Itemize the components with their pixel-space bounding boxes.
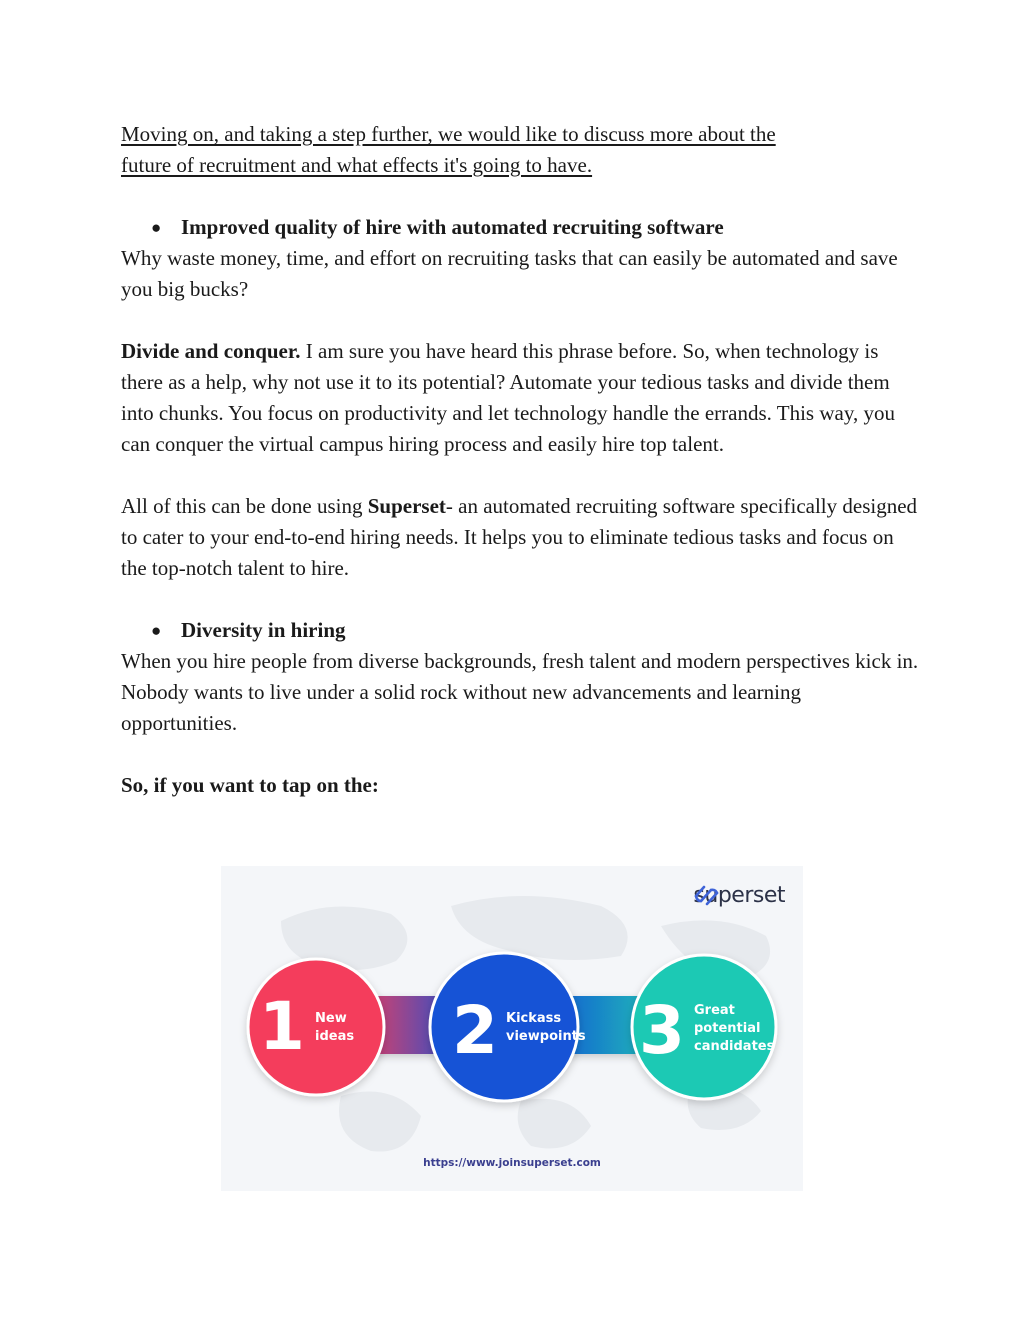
bullet-dot-icon: ● — [151, 621, 162, 640]
number-2: 2 — [452, 992, 498, 1069]
superset-infographic — [221, 866, 803, 1191]
divide-conquer-text: I am sure you have heard this phrase before. So, when technology is there as a help, why not use it to its potential? Automate your tedious tasks and divide them into chunks. You focus on productivity and let technology handle the errands. This way, you can conquer the virtual campus hiring process and easily hire top talent. — [121, 339, 895, 456]
divide-conquer-bold: Divide and conquer. — [121, 339, 301, 363]
divide-conquer-paragraph — [121, 336, 921, 460]
bullet-heading-diversity — [121, 615, 921, 646]
brand-name: superset — [693, 883, 785, 908]
bullet-dot-icon: ● — [151, 218, 162, 237]
label-kickass-viewpoints: Kickass viewpoints — [506, 1011, 586, 1044]
number-1: 1 — [259, 988, 305, 1065]
document-body — [121, 119, 921, 801]
intro-link-line-2[interactable]: future of recruitment and what effects it's going to have. — [121, 153, 593, 177]
bullet-heading-text: Improved quality of hire with automated recruiting software — [181, 215, 724, 239]
label-great-potential-candidates: Great potential candidates — [694, 1003, 775, 1054]
intro-paragraph — [121, 119, 921, 181]
superset-pre-text: All of this can be done using — [121, 494, 368, 518]
number-3: 3 — [639, 992, 685, 1069]
superset-paragraph — [121, 491, 921, 584]
section1-body: Why waste money, time, and effort on recruiting tasks that can easily be automated and save you big bucks? — [121, 246, 898, 301]
bullet-heading-quality — [121, 212, 921, 243]
intro-link-line-1[interactable]: Moving on, and taking a step further, we would like to discuss more about the — [121, 122, 776, 146]
superset-url[interactable]: https://www.joinsuperset.com — [423, 1157, 601, 1169]
section2-body: When you hire people from diverse backgrounds, fresh talent and modern perspectives kick in. Nobody wants to live under a solid rock without new advancements and learning opportunities. — [121, 649, 919, 735]
bullet-heading-text: Diversity in hiring — [181, 618, 346, 642]
closing-line — [121, 770, 921, 801]
superset-logo — [693, 883, 785, 908]
superset-bold: Superset — [367, 494, 446, 518]
superset-post-text: - an automated recruiting software specifically designed to cater to your end-to-end hiring needs. It helps you to eliminate tedious tasks and focus on the top-notch talent to hire. — [121, 494, 918, 580]
label-new-ideas: New ideas — [315, 1011, 355, 1044]
superset-logo-icon — [693, 883, 721, 907]
closing-bold: So, if you want to tap on the: — [121, 773, 379, 797]
